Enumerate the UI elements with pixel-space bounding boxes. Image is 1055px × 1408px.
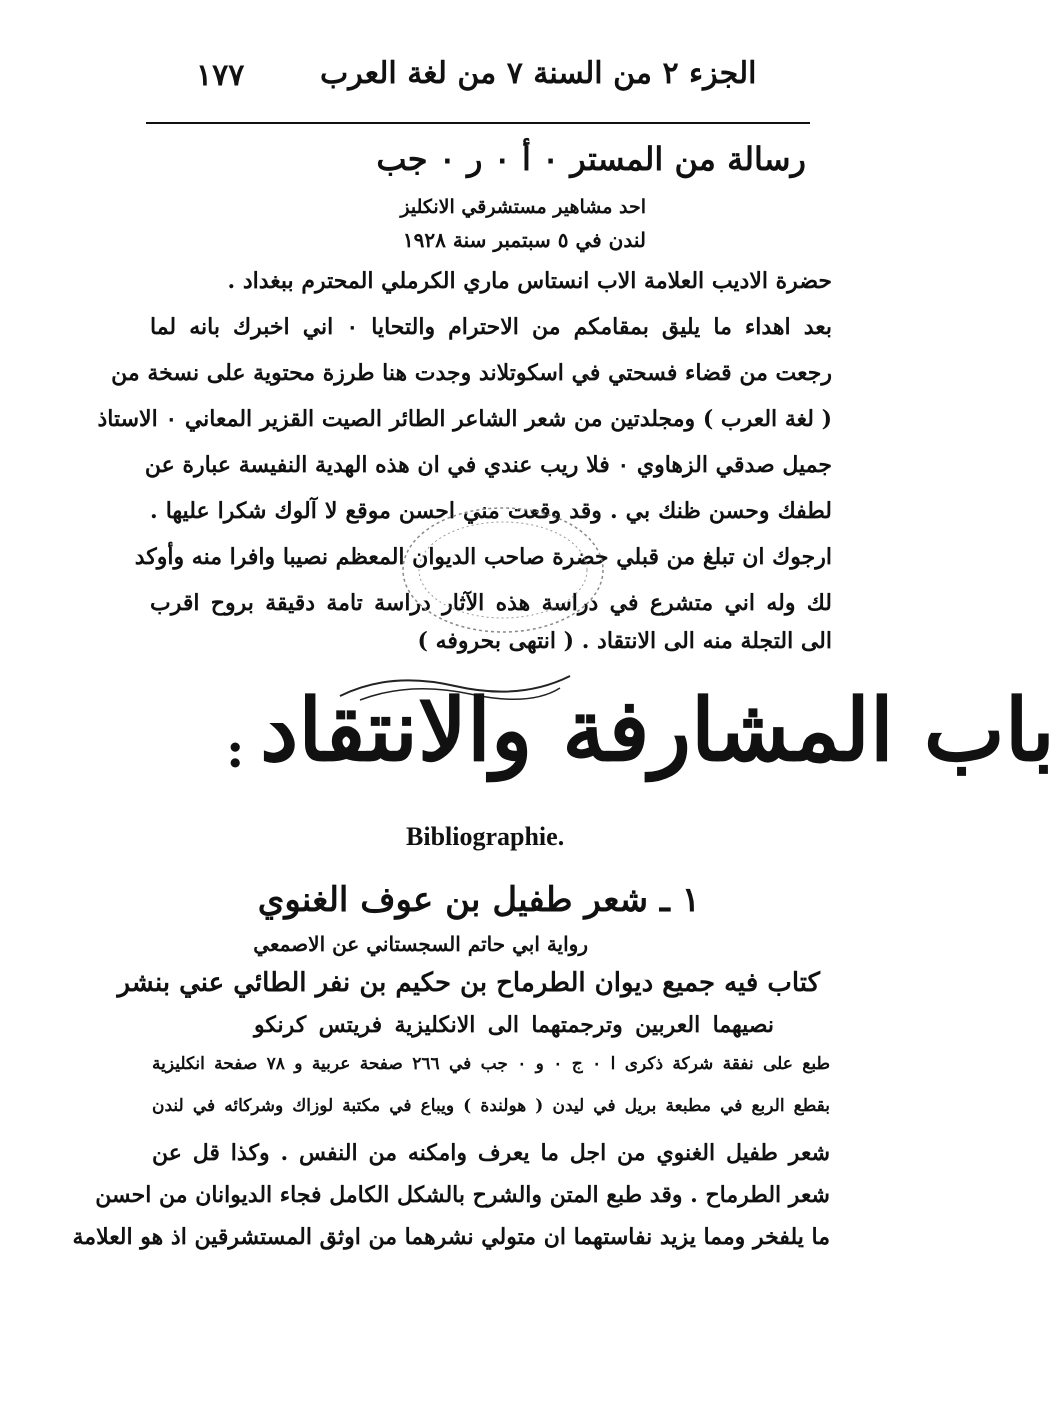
section-colon: : (226, 720, 245, 779)
letter-line: لطفك وحسن ظنك بي . وقد وقعت مني احسن موقع لا آلوك شكرا عليها . (150, 498, 832, 524)
item-line: ما يلفخر ومما يزيد نفاستهما ان متولي نشرهما من اوثق المستشرقين اذ هو العلامة (72, 1224, 830, 1250)
letter-line: بعد اهداء ما يليق بمقامكم من الاحترام والتحايا ٠ اني اخبرك بانه لما (150, 314, 833, 340)
header-rule (146, 122, 810, 124)
page-number: ١٧٧ (196, 58, 245, 93)
letter-line: جميل صدقي الزهاوي ٠ فلا ريب عندي في ان هذه الهدية النفيسة عبارة عن (144, 452, 832, 478)
running-header-title: الجزء ٢ من السنة ٧ من لغة العرب (320, 56, 757, 91)
item-line: شعر طفيل الغنوي من اجل ما يعرف وامكنه من النفس . وكذا قل عن (152, 1140, 830, 1166)
letter-line: لك وله اني متشرع في دراسة هذه الآثار دراسة تامة دقيقة بروح اقرب (150, 590, 832, 616)
letter-date: لندن في ٥ سبتمبر سنة ١٩٢٨ (402, 228, 646, 252)
item-line: كتاب فيه جميع ديوان الطرماح بن حكيم بن نفر الطائي عني بنشر (117, 968, 820, 998)
item-line: طبع على نفقة شركة ذكرى ا ٠ ج ٠ و ٠ جب في ٢٦٦ صفحة عربية و ٧٨ صفحة انكليزية (152, 1054, 830, 1074)
letter-line: رجعت من قضاء فسحتي في اسكوتلاند وجدت هنا طرزة محتوية على نسخة من (111, 360, 832, 386)
section-title: باب المشارفة والانتقاد (260, 680, 1055, 781)
letter-line: الى التجلة منه الى الانتقاد . ( انتهى بحروفه ) (417, 628, 832, 654)
section-subtitle: Bibliographie. (406, 822, 565, 851)
library-stamp (398, 500, 608, 640)
letter-line: ارجوك ان تبلغ من قبلي حضرة صاحب الديوان المعظم نصيبا وافرا منه وأوكد (134, 544, 832, 570)
letter-title: رسالة من المستر ٠ أ ٠ ر ٠ جب (376, 140, 806, 178)
item-line: بقطع الربع في مطبعة بريل في ليدن ( هولندة ) ويباع في مكتبة لوزاك وشركائه في لندن (152, 1096, 830, 1116)
letter-line: ( لغة العرب ) ومجلدتين من شعر الشاعر الطائر الصيت القزير المعاني ٠ الاستاذ (97, 406, 832, 432)
item-line: شعر الطرماح . وقد طبع المتن والشرح بالشكل الكامل فجاء الديوانان من احسن (95, 1182, 830, 1208)
item-line: نصيهما العربين وترجمتهما الى الانكليزية فريتس كرنكو (254, 1012, 774, 1038)
item-title: ١ ـ شعر طفيل بن عوف الغنوي (257, 880, 700, 920)
item-subtitle: رواية ابي حاتم السجستاني عن الاصمعي (253, 932, 588, 956)
letter-line: حضرة الاديب العلامة الاب انستاس ماري الكرملي المحترم ببغداد . (227, 268, 832, 294)
letter-subtitle: احد مشاهير مستشرقي الانكليز (400, 196, 646, 218)
